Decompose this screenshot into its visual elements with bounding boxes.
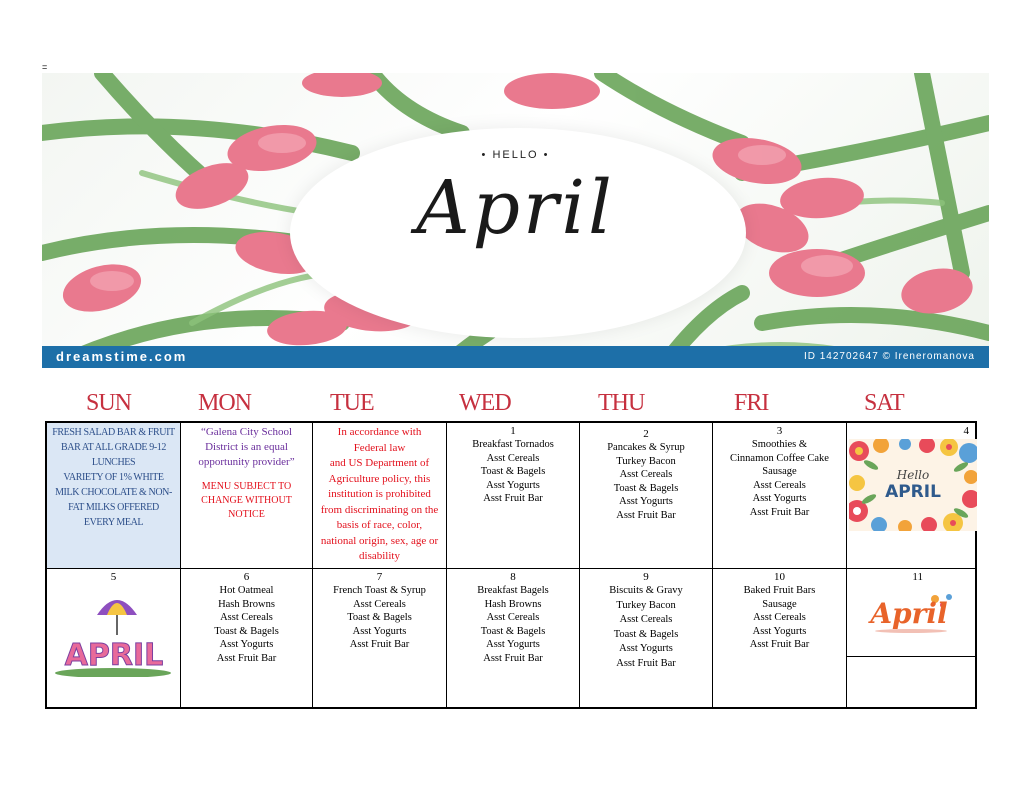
info-line: FRESH SALAD BAR & FRUIT [52,427,175,438]
nondiscrimination-line: basis of race, color, [336,519,423,531]
info-line: FAT MILKS OFFERED [68,502,159,513]
cell-week2-sun [47,569,181,707]
statement-line: “Galena City School [200,426,293,438]
day-header-tue: TUE [330,390,374,416]
menu-notice [181,480,312,522]
menu-item: Asst Fruit Bar [749,639,810,650]
menu-item: Asst Yogurts [619,643,673,654]
menu-item: Toast & Bagels [480,625,546,637]
menu-item: Sausage [762,466,797,477]
menu-item: French Toast & Syrup [333,585,426,596]
menu-item: Biscuits & Gravy [609,585,683,596]
day-header-mon: MON [198,390,252,416]
menu-item: Asst Yogurts [486,639,540,650]
menu-item: Turkey Bacon [616,455,676,467]
menu-item: Asst Fruit Bar [616,657,676,669]
date-number: 2 [643,428,649,440]
menu-item: Cinnamon Coffee Cake [730,452,829,464]
menu-item: Asst Fruit Bar [483,493,543,504]
notice-line: MENU SUBJECT TO [201,481,292,492]
banner-title: April [416,165,615,251]
menu-item: Asst Yogurts [752,493,807,504]
nondiscrimination-line: In accordance with [337,426,422,438]
day-header-wed: WED [459,390,511,416]
statement-line: District is an equal [205,441,288,453]
april-img-text: APRIL [885,482,941,502]
menu-item: Asst Cereals [486,452,540,464]
info-line: VARIETY OF 1% WHITE [63,472,164,483]
menu-item: Hash Browns [484,598,542,610]
cell-week2-mon [181,569,313,707]
date-number: 7 [376,571,383,583]
cell-week1-fri [713,423,847,569]
notice-line: NOTICE [228,509,265,520]
cell-week1-thu [580,423,713,569]
menu-item: Asst Fruit Bar [616,509,676,521]
cell-week1-sat [847,423,977,569]
menu-item: Toast & Bagels [347,612,412,623]
info-line: MILK CHOCOLATE & NON- [55,487,172,498]
date-number: 1 [510,425,516,437]
april-lettering-icon [861,587,961,637]
cell-week2-sat [847,569,977,657]
day-header-sat: SAT [864,390,904,416]
date-number: 10 [774,571,785,583]
notice-line: CHANGE WITHOUT [201,495,292,506]
menu-item: Breakfast Tornados [472,439,554,450]
info-line: LUNCHES [91,457,136,468]
watermark-left: dreamstime.com [56,349,188,364]
date-number: 4 [963,425,969,437]
menu-item: Asst Cereals [619,614,673,625]
nondiscrimination-line: and US Department of [329,457,430,469]
menu-item: Asst Cereals [753,479,806,491]
menu-item: Asst Cereals [753,612,806,623]
menu-item: Toast & Bagels [214,625,279,637]
menu-item: Asst Yogurts [486,479,540,491]
corner-mark: = [42,62,48,72]
umbrella-icon [53,585,175,677]
menu-item: Asst Cereals [220,612,273,623]
menu-item: Toast & Bagels [613,482,679,494]
cell-week1-sun [47,423,181,569]
statement-line: opportunity provider” [198,456,295,468]
menu-item: Breakfast Bagels [477,585,549,596]
menu-item: Asst Yogurts [752,625,807,637]
april-banner-image [42,73,989,368]
menu-item: Baked Fruit Bars [743,585,816,596]
cell-week1-wed [447,423,580,569]
nondiscrimination-line: from discriminating on the [320,503,439,516]
nondiscrimination-line: institution is prohibited [328,488,431,500]
cell-week2-sat-lower [847,657,977,707]
menu-item: Turkey Bacon [616,599,676,611]
menu-item: Smoothies & [751,439,808,450]
april-img-text: April [870,597,948,630]
hello-april-floral-image [849,439,977,531]
date-number: 6 [243,571,250,583]
menu-item: Toast & Bagels [480,466,546,477]
menu-item: Hash Browns [218,598,275,610]
menu-item: Toast & Bagels [613,628,679,640]
date-number: 3 [776,425,783,437]
watermark-right: ID 142702647 © Ireneromanova [803,351,975,362]
umbrella-april-image [53,585,175,677]
nondiscrimination-line: Agriculture policy, this [328,472,431,485]
april-img-text: APRIL [64,638,164,673]
menu-item: Asst Yogurts [219,639,274,650]
menu-item: Asst Cereals [353,598,406,610]
cell-week1-mon [181,423,313,569]
menu-item: Asst Cereals [486,612,540,623]
watermark-bar [42,346,989,368]
menu-item: Asst Fruit Bar [216,652,277,664]
menu-item: Asst Yogurts [619,496,673,507]
day-header-thu: THU [598,390,645,416]
date-number: 5 [110,571,117,583]
cell-week2-thu [580,569,713,707]
menu-item: Asst Fruit Bar [749,506,810,518]
info-line: EVERY MEAL [83,517,144,528]
date-number: 8 [510,571,516,583]
hello-img-text: Hello [896,468,930,482]
equal-opportunity-statement [181,425,312,470]
nondiscrimination-line: disability [359,550,400,562]
calendar-grid [45,421,977,709]
day-header-fri: FRI [734,390,769,416]
banner-hello: • HELLO • [481,149,550,161]
menu-item: Asst Fruit Bar [483,652,543,664]
cell-week2-wed [447,569,580,707]
menu-item: Asst Fruit Bar [349,639,410,650]
menu-item: Hot Oatmeal [219,585,274,596]
date-number: 9 [643,571,649,583]
day-header-sun: SUN [86,390,132,416]
cell-week2-tue [313,569,447,707]
cell-week1-tue [313,423,447,569]
nondiscrimination-line: national origin, sex, age or [320,534,439,547]
menu-item: Asst Yogurts [352,625,407,637]
date-number: 11 [912,571,923,583]
menu-item: Sausage [762,598,797,610]
floral-frame-icon [849,439,977,531]
info-line: BAR AT ALL GRADE 9-12 [61,442,166,453]
menu-item: Asst Cereals [619,469,673,480]
april-lettering-image [861,587,961,637]
menu-item: Pancakes & Syrup [607,442,685,453]
cell-week2-fri [713,569,847,707]
nondiscrimination-line: Federal law [353,441,406,454]
